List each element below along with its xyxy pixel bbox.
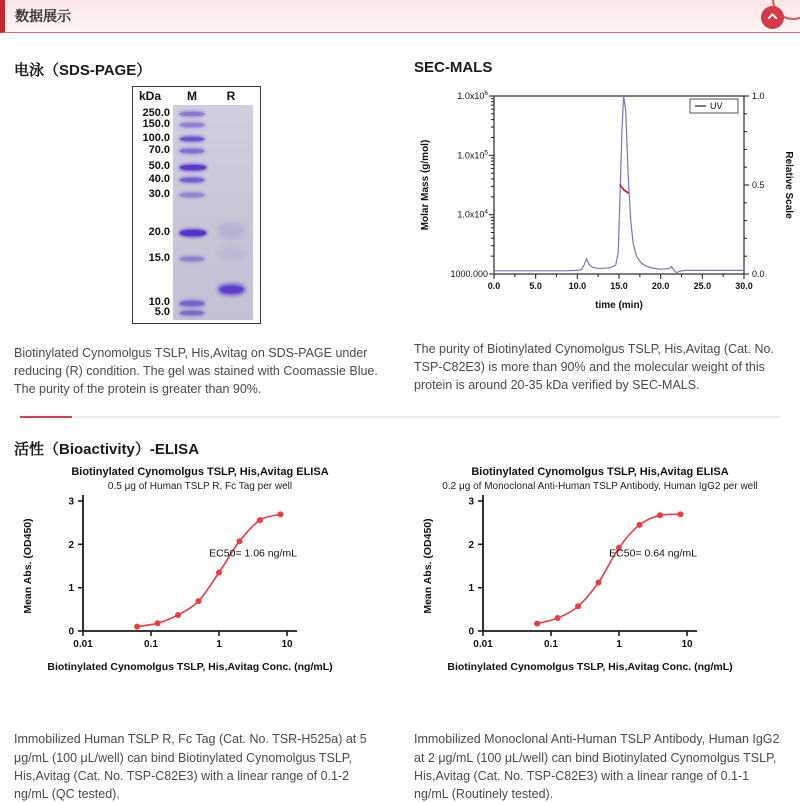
data-point (134, 624, 140, 630)
data-point (555, 615, 561, 621)
x-tick-label: 25.0 (693, 281, 712, 291)
data-point (277, 512, 283, 518)
chart-title: Biotinylated Cynomolgus TSLP, His,Avitag ELISA (71, 466, 329, 479)
gel-ladder-label: 100.0 (142, 132, 170, 144)
y-tick-label: 1 (468, 583, 474, 595)
dose-response-curve (137, 515, 280, 627)
gel-ladder-label: 150.0 (142, 118, 170, 130)
ec50-annotation: EC50= 1.06 ng/mL (209, 547, 297, 560)
gel-ladder-label: 30.0 (148, 188, 170, 200)
page-title: 数据展示 (15, 8, 71, 24)
sec-mals-section (414, 33, 794, 398)
left-axis-title: Molar Mass (g/mol) (420, 139, 431, 231)
data-point (596, 580, 602, 586)
y-tick-label: 2 (468, 540, 474, 552)
x-tick-label: 1 (616, 639, 622, 651)
sds-page-gel-image (132, 86, 261, 324)
legend-label: UV (710, 101, 723, 111)
gel-sample-band (220, 286, 243, 293)
gel-marker-band (180, 301, 204, 306)
page-header (0, 0, 800, 33)
elisa-right-caption: Immobilized Monoclonal Anti-Human TSLP Antibody, Human IgG2 at 2 μg/mL (100 μL/well) can bind Biotinylated Cynomolgus TSLP, His,Avitag (Cat. No. TSP-C82E3) with a linear range of 0.1-1 ng/mL (Routinely tested). (414, 732, 780, 801)
right-axis-title: Relative Scale (783, 151, 794, 219)
sec-mals-heading: SEC-MALS (414, 59, 493, 76)
x-tick-label: 10 (281, 639, 293, 651)
gel-marker-band (180, 178, 204, 183)
ec50-annotation: EC50= 0.64 ng/mL (609, 547, 697, 560)
scroll-to-top-button[interactable] (761, 6, 784, 29)
gel-marker-band (180, 230, 206, 236)
plot-frame (494, 96, 744, 274)
gel-column-header: R (226, 89, 236, 103)
x-tick-label: 20.0 (651, 281, 670, 291)
x-axis-title: time (min) (595, 300, 643, 311)
x-tick-label: 5.0 (529, 281, 542, 291)
elisa-left-column (14, 463, 386, 803)
gel-marker-band (180, 137, 204, 142)
gel-marker-band (180, 149, 204, 153)
y-tick-label: 0 (468, 626, 474, 638)
x-tick-label: 10.0 (568, 281, 587, 291)
bioactivity-heading: 活性（Bioactivity）-ELISA (14, 441, 200, 459)
data-point (636, 522, 642, 528)
y-axis-title: Mean Abs. (OD450) (22, 518, 34, 615)
gel-sample-band (220, 249, 243, 258)
chevron-up-icon (766, 10, 779, 26)
gel-ladder-label: 10.0 (148, 296, 170, 308)
chart-title: Biotinylated Cynomolgus TSLP, His,Avitag ELISA (471, 466, 729, 479)
gel-ladder-label: 50.0 (148, 160, 170, 172)
sec-mals-chart (414, 80, 794, 327)
gel-sample-band (220, 224, 243, 237)
elisa-left-caption: Immobilized Human TSLP R, Fc Tag (Cat. No. TSR-H525a) at 5 μg/mL (100 μL/well) can bind Biotinylated Cynomolgus TSLP, His,Avitag (Cat. No. TSP-C82E3) with a linear range of 0.1-2 ng/mL (QC tested). (14, 732, 367, 801)
elisa-left-chart (15, 463, 385, 688)
data-point (196, 598, 202, 604)
gel-marker-band (180, 311, 204, 316)
x-tick-label: 0.1 (144, 639, 158, 651)
left-tick-label: 1000.000 (450, 269, 488, 279)
y-tick-label: 3 (68, 496, 74, 508)
section-divider (20, 416, 780, 418)
sds-page-figure (14, 84, 386, 336)
y-axis-title: Mean Abs. (OD450) (422, 518, 434, 615)
x-tick-label: 30.0 (735, 281, 753, 291)
x-tick-label: 0.01 (73, 639, 93, 651)
sds-page-heading: 电泳（SDS-PAGE） (14, 62, 152, 79)
gel-ladder-label: 5.0 (154, 306, 170, 318)
x-tick-label: 0.01 (473, 639, 493, 651)
x-tick-label: 15.0 (610, 281, 628, 291)
left-tick-label: $1.0x10^6$ (457, 90, 488, 101)
gel-marker-band (180, 193, 204, 197)
y-tick-label: 3 (468, 496, 474, 508)
y-tick-label: 0 (68, 626, 74, 638)
chart-subtitle: 0.5 μg of Human TSLP R, Fc Tag per well (107, 481, 293, 493)
series-uv (494, 96, 744, 273)
right-tick-label: 0.5 (752, 180, 765, 190)
elisa-right-column (414, 463, 786, 803)
x-tick-label: 0.0 (487, 281, 501, 291)
x-tick-label: 10 (681, 639, 693, 651)
gel-ladder-label: 40.0 (148, 173, 170, 185)
sds-page-section (14, 33, 386, 398)
gel-column-header: M (187, 89, 197, 103)
sec-mals-figure (414, 80, 794, 332)
right-tick-label: 1.0 (752, 91, 765, 101)
sec-mals-caption: The purity of Biotinylated Cynomolgus TSLP, His,Avitag (Cat. No. TSP-C82E3) is more than 90% and the molecular weight of this protein is around 20-35 kDa verified by SEC-MALS. (414, 342, 774, 393)
gel-lane (173, 105, 253, 320)
x-tick-label: 1 (216, 639, 222, 651)
gel-marker-band (180, 123, 204, 127)
left-tick-label: $1.0x10^5$ (457, 149, 488, 161)
data-point (257, 517, 263, 523)
sds-page-caption: Biotinylated Cynomolgus TSLP, His,Avitag on SDS-PAGE under reducing (R) condition. The gel was stained with Coomassie Blue. The purity of the protein is greater than 90%. (14, 346, 378, 397)
right-tick-label: 0.0 (752, 269, 765, 279)
dose-response-curve (537, 515, 680, 624)
chart-subtitle: 0.2 μg of Monoclonal Anti-Human TSLP Antibody, Human IgG2 per well (442, 481, 758, 493)
y-tick-label: 1 (68, 583, 74, 595)
gel-marker-band (180, 112, 204, 116)
left-tick-label: $1.0x10^4$ (457, 208, 488, 220)
data-point (534, 621, 540, 627)
data-point (236, 539, 242, 545)
series-molar-mass (620, 185, 629, 194)
gel-ladder-label: 70.0 (148, 144, 170, 156)
data-point (216, 570, 222, 576)
gel-ladder-label: 15.0 (148, 252, 170, 264)
gel-ladder-label: 250.0 (142, 107, 170, 119)
data-point (677, 512, 683, 518)
x-axis-title: Biotinylated Cynomolgus TSLP, His,Avitag Conc. (ng/mL) (447, 661, 733, 674)
x-axis-title: Biotinylated Cynomolgus TSLP, His,Avitag Conc. (ng/mL) (47, 661, 333, 674)
gel-marker-band (180, 165, 206, 170)
data-point (657, 513, 663, 519)
data-point (575, 604, 581, 610)
gel-ladder-label: 20.0 (148, 226, 170, 238)
x-tick-label: 0.1 (544, 639, 558, 651)
data-point (175, 612, 181, 618)
gel-column-header: kDa (139, 89, 162, 103)
elisa-right-chart (415, 463, 785, 688)
y-tick-label: 2 (68, 540, 74, 552)
gel-marker-band (180, 257, 204, 262)
data-point (155, 621, 161, 627)
